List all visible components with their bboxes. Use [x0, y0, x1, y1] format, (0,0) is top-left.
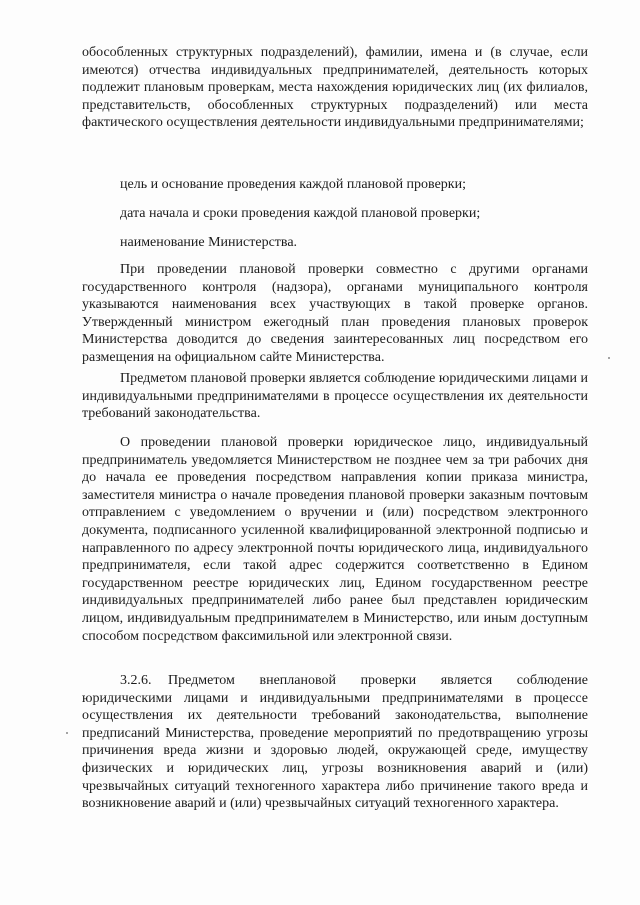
scan-speck: [66, 732, 68, 734]
section-number: 3.2.6.: [120, 673, 152, 688]
section-3-2-6: [82, 672, 588, 813]
paragraph-notification: О проведении плановой проверки юридическое лицо, индивидуальный предприниматель уведомляется Министерством не позднее чем за три рабочих дня до начала ее проведения посредством направления копии приказа министра, заместителя министра о начале проведения плановой проверки заказным почтовым отправлением с уведомлением о вручении и (или) посредством электронного документа, подписанного усиленной квалифицированной электронной подписью и направленного по адресу электронной почты юридического лица, индивидуального предпринимателя, если такой адрес содержится соответственно в Едином государственном реестре юридических лиц, Едином государственном реестре индивидуальных предпринимателей либо ранее был представлен юридическим лицом, индивидуальным предпринимателем в Министерство, или иным доступным способом посредством факсимильной или электронной связи.: [82, 435, 588, 644]
list-item-goal: цель и основание проведения каждой плановой проверки;: [120, 177, 466, 192]
scan-speck: [608, 357, 610, 359]
paragraph-intro: обособленных структурных подразделений), фамилии, имена и (в случае, если имеются) отчества индивидуальных предпринимателей, деятельность которых подлежит плановым проверкам, места нахождения юридических лиц (их филиалов, представительств, обособленных структурных подразделений) или места фактического осуществления деятельности индивидуальными предпринимателями;: [82, 45, 588, 131]
list-item-dates: дата начала и сроки проведения каждой плановой проверки;: [120, 206, 481, 221]
paragraph-unscheduled-inspection: Предметом внеплановой проверки является соблюдение юридическими лицами и индивидуальными предпринимателями в процессе осуществления их деятельности требований законодательства, выполнение предписаний Министерства, проведение мероприятий по предотвращению угрозы причинения вреда жизни и здоровью людей, окружающей среде, имуществу физических и юридических лиц, угрозы возникновения аварий и (или) чрезвычайных ситуаций техногенного характера либо причинение такого вреда и возникновение аварий и (или) чрезвычайных ситуаций техногенного характера.: [82, 673, 588, 812]
list-item-name: наименование Министерства.: [120, 235, 298, 250]
paragraph-joint-inspection: При проведении плановой проверки совместно с другими органами государственного контроля (надзора), органами муниципального контроля указываются наименования всех участвующих в такой проверке органов. Утвержденный министром ежегодный план проведения плановых проверок Министерства доводится до сведения заинтересованных лиц посредством его размещения на официальном сайте Министерства.: [82, 262, 588, 365]
paragraph-inspection-subject: Предметом плановой проверки является соблюдение юридическими лицами и индивидуальными предпринимателями в процессе осуществления их деятельности требований законодательства.: [82, 371, 588, 422]
